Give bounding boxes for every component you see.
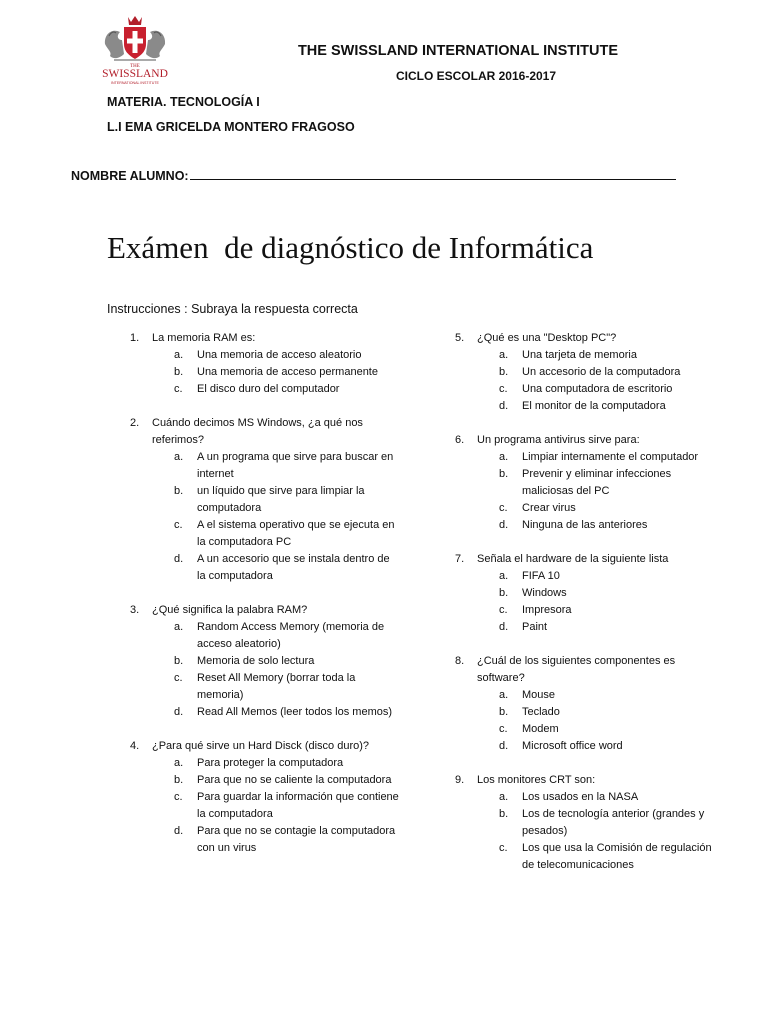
option-letter: a. [174,757,184,769]
option-text: Teclado [522,706,560,718]
option-text: Un accesorio de la computadora [522,366,681,378]
answer-option[interactable] [477,449,725,466]
option-text: Reset All Memory (borrar toda la memoria) [197,672,356,701]
question-number: 6. [455,434,465,446]
option-letter: a. [499,451,509,463]
answer-options [152,347,400,398]
answer-option[interactable] [152,755,400,772]
answer-option[interactable] [152,653,400,670]
option-text: Una memoria de acceso aleatorio [197,349,362,361]
answer-option[interactable] [152,823,400,857]
option-letter: b. [499,587,509,599]
question-text: La memoria RAM es: [152,332,256,344]
answer-options [152,619,400,721]
option-text: Windows [522,587,567,599]
option-letter: a. [499,570,509,582]
option-letter: c. [174,672,183,684]
option-text: Para proteger la computadora [197,757,344,769]
option-text: El monitor de la computadora [522,400,666,412]
option-letter: a. [499,689,509,701]
answer-option[interactable] [152,670,400,704]
answer-option[interactable] [152,364,400,381]
answer-option[interactable] [477,738,725,755]
option-letter: b. [174,774,184,786]
question-item [455,432,725,534]
question-number: 3. [130,604,140,616]
answer-option[interactable] [152,517,400,551]
question-item [130,330,400,398]
answer-option[interactable] [477,364,725,381]
question-number: 8. [455,655,465,667]
option-text: Para guardar la información que contiene la computadora [197,791,399,820]
option-text: Microsoft office word [522,740,623,752]
question-item [130,738,400,857]
answer-options [477,347,725,415]
option-text: A el sistema operativo que se ejecuta en la computadora PC [197,519,395,548]
option-letter: c. [174,791,183,803]
question-text: ¿Qué significa la palabra RAM? [152,604,308,616]
answer-option[interactable] [477,704,725,721]
answer-options [477,568,725,636]
question-item [130,415,400,585]
subject-line: MATERIA. TECNOLOGÍA I [107,95,260,109]
answer-option[interactable] [152,772,400,789]
option-letter: b. [174,366,184,378]
option-text: Prevenir y eliminar infecciones maliciosas del PC [522,468,672,497]
option-text: Una computadora de escritorio [522,383,673,395]
answer-option[interactable] [477,789,725,806]
option-letter: a. [174,621,184,633]
option-letter: a. [174,349,184,361]
option-letter: d. [499,621,509,633]
option-text: Los de tecnología anterior (grandes y pesados) [522,808,705,837]
answer-option[interactable] [477,347,725,364]
answer-option[interactable] [152,704,400,721]
option-letter: c. [174,383,183,395]
option-letter: a. [499,791,509,803]
answer-option[interactable] [477,500,725,517]
option-text: Limpiar internamente el computador [522,451,699,463]
question-number: 9. [455,774,465,786]
option-text: Una memoria de acceso permanente [197,366,378,378]
answer-option[interactable] [152,347,400,364]
option-text: Read All Memos (leer todos los memos) [197,706,393,718]
answer-option[interactable] [152,789,400,823]
answer-option[interactable] [152,381,400,398]
institute-name: THE SWISSLAND INTERNATIONAL INSTITUTE [297,43,619,59]
option-letter: c. [499,383,508,395]
questions-left-column [130,330,400,874]
option-text: Para que no se caliente la computadora [197,774,392,786]
option-letter: a. [174,451,184,463]
logo-wordmark: SWISSLAND [102,68,168,80]
option-text: Random Access Memory (memoria de acceso aleatorio) [197,621,385,650]
exam-title: Exámen de diagnóstico de Informática [107,230,594,265]
answer-option[interactable] [477,517,725,534]
question-text: ¿Cuál de los siguientes componentes es software? [477,655,676,684]
question-text: ¿Para qué sirve un Hard Disck (disco duro)? [152,740,370,752]
question-number: 5. [455,332,465,344]
question-text: Cuándo decimos MS Windows, ¿a qué nos referimos? [152,417,363,446]
option-text: Los que usa la Comisión de regulación de telecomunicaciones [522,842,712,871]
option-letter: c. [499,723,508,735]
option-letter: c. [499,604,508,616]
answer-options [477,789,725,874]
option-letter: b. [499,808,509,820]
answer-option[interactable] [152,619,400,653]
option-text: A un accesorio que se instala dentro de la computadora [197,553,390,582]
answer-option[interactable] [477,585,725,602]
option-text: Para que no se contagie la computadora con un virus [197,825,396,854]
teacher-line: L.I EMA GRICELDA MONTERO FRAGOSO [107,120,355,134]
question-number: 7. [455,553,465,565]
option-text: A un programa que sirve para buscar en internet [197,451,394,480]
question-text: ¿Qué es una "Desktop PC"? [477,332,617,344]
option-letter: b. [499,468,509,480]
option-letter: d. [174,553,184,565]
instructions: Instrucciones : Subraya la respuesta correcta [107,302,358,316]
option-letter: d. [499,740,509,752]
answer-option[interactable] [477,568,725,585]
question-item [455,551,725,636]
answer-options [477,687,725,755]
answer-option[interactable] [477,721,725,738]
question-text: Señala el hardware de la siguiente lista [477,553,669,565]
question-number: 4. [130,740,140,752]
option-text: Memoria de solo lectura [197,655,315,667]
option-letter: d. [499,400,509,412]
question-item [455,330,725,415]
option-letter: b. [174,485,184,497]
option-text: Impresora [522,604,572,616]
answer-option[interactable] [477,687,725,704]
question-number: 2. [130,417,140,429]
question-item [455,772,725,874]
option-text: El disco duro del computador [197,383,340,395]
answer-options [477,449,725,534]
option-letter: b. [499,366,509,378]
question-item [455,653,725,755]
option-letter: d. [499,519,509,531]
option-letter: c. [174,519,183,531]
option-text: FIFA 10 [522,570,560,582]
logo-small-text: THE [130,64,140,69]
answer-option[interactable] [477,398,725,415]
answer-option[interactable] [477,619,725,636]
logo-subtitle: INTERNATIONAL INSTITUTE [111,81,159,85]
answer-option[interactable] [152,551,400,585]
answer-option[interactable] [152,483,400,517]
school-year: CICLO ESCOLAR 2016-2017 [395,69,557,83]
option-letter: b. [174,655,184,667]
answer-option[interactable] [477,602,725,619]
option-letter: b. [499,706,509,718]
option-text: Una tarjeta de memoria [522,349,637,361]
option-text: un líquido que sirve para limpiar la computadora [197,485,365,514]
question-number: 1. [130,332,140,344]
student-name-label: NOMBRE ALUMNO: [71,169,189,183]
answer-option[interactable] [477,466,725,500]
answer-option[interactable] [152,449,400,483]
option-text: Mouse [522,689,556,701]
option-letter: d. [174,825,184,837]
option-text: Crear virus [522,502,576,514]
question-text: Un programa antivirus sirve para: [477,434,640,446]
answer-option[interactable] [477,381,725,398]
option-letter: d. [174,706,184,718]
option-text: Ninguna de las anteriores [522,519,648,531]
student-name-row [71,167,676,183]
option-text: Los usados en la NASA [522,791,639,803]
option-letter: a. [499,349,509,361]
answer-option[interactable] [477,840,725,874]
answer-options [152,755,400,857]
option-letter: c. [499,502,508,514]
answer-options [152,449,400,585]
student-name-blank[interactable] [190,167,676,180]
option-letter: c. [499,842,508,854]
question-text: Los monitores CRT son: [477,774,596,786]
option-text: Modem [522,723,559,735]
option-text: Paint [522,621,548,633]
answer-option[interactable] [477,806,725,840]
question-item [130,602,400,721]
questions-right-column [455,330,725,891]
